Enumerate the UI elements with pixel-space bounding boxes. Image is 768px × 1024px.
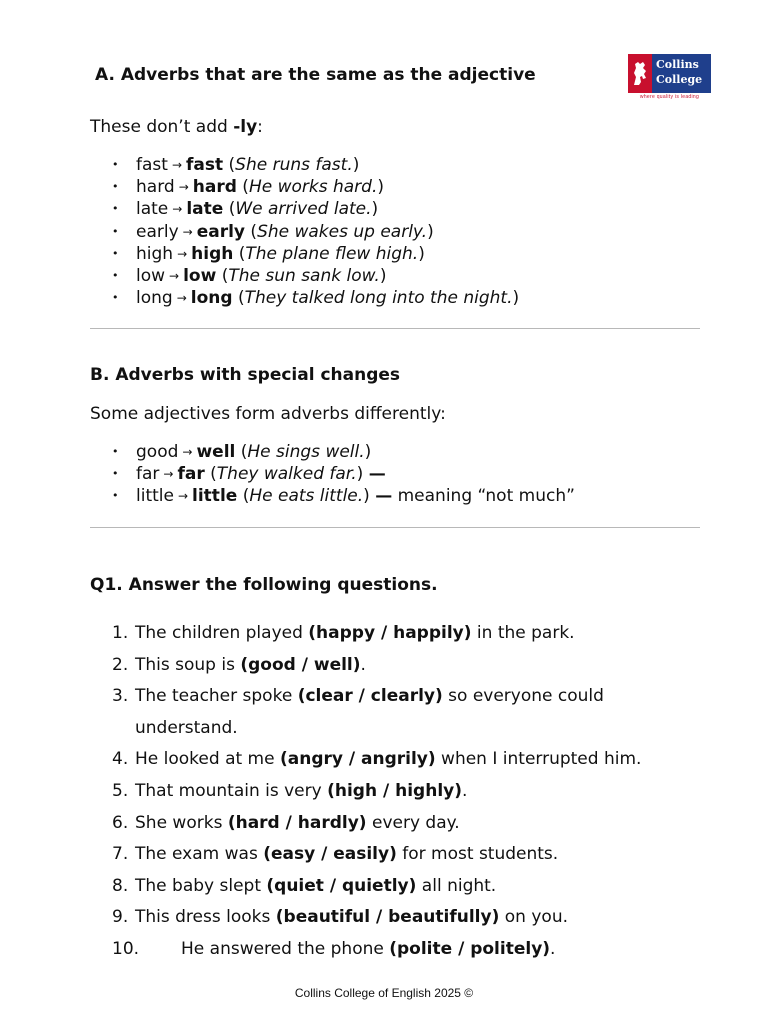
question-number: 4. xyxy=(112,749,129,770)
section-a-item: • early → early (She wakes up early.) xyxy=(112,221,434,242)
arrow-icon: → xyxy=(176,291,187,306)
question-item xyxy=(90,744,690,776)
bullet-dot: • xyxy=(112,180,119,194)
divider-1 xyxy=(90,328,700,329)
section-a-item: • high → high (The plane flew high.) xyxy=(112,243,425,264)
bullet-dot: • xyxy=(112,445,119,458)
question-number: 1. xyxy=(112,623,129,643)
adverb: far xyxy=(177,464,205,485)
question-item xyxy=(90,681,690,744)
question-item xyxy=(90,808,690,840)
answer-choices: (clear / clearly) xyxy=(297,686,443,707)
adjective: good xyxy=(136,442,179,462)
adjective: low xyxy=(136,265,166,286)
logo-wordmark: Collins College xyxy=(656,58,703,86)
question-item xyxy=(90,776,690,808)
bullet-dot: • xyxy=(112,291,119,305)
bullet-dot: • xyxy=(112,158,119,171)
section-b-list xyxy=(92,441,575,508)
question-text-end: . xyxy=(360,654,366,675)
answer-choices: (hard / hardly) xyxy=(227,812,367,833)
question-text: This soup is xyxy=(135,654,241,675)
question-number: 7. xyxy=(112,844,129,865)
adjective: hard xyxy=(136,177,175,198)
footer: Collins College of English 2025 © xyxy=(294,986,474,1000)
adjective: late xyxy=(136,199,169,220)
arrow-icon: → xyxy=(177,489,189,504)
arrow-icon: → xyxy=(182,224,193,239)
logo-box xyxy=(628,54,711,93)
question-text-end: on you. xyxy=(499,907,568,928)
arrow-icon: → xyxy=(171,158,182,172)
section-b-intro: Some adjectives form adverbs differently: xyxy=(90,404,446,424)
adjective: early xyxy=(136,221,179,242)
section-a-heading: A. Adverbs that are the same as the adjective xyxy=(95,65,536,85)
adverb: well xyxy=(196,442,236,462)
section-a-item: • long → long (They talked long into the night.) xyxy=(112,288,520,309)
section-a-item: • fast → fast (She runs fast.) xyxy=(112,155,360,175)
adjective: far xyxy=(136,464,160,485)
section-a-list xyxy=(92,154,519,309)
intro-end: : xyxy=(257,117,263,137)
example-sentence: He works hard. xyxy=(248,177,378,198)
answer-choices: (beautiful / beautifully) xyxy=(275,907,500,928)
questions-heading: Q1. Answer the following questions. xyxy=(90,575,438,595)
bullet-dot: • xyxy=(112,202,119,216)
adverb: hard xyxy=(192,177,237,198)
dash: — xyxy=(368,464,386,485)
intro-bold: -ly xyxy=(233,117,258,137)
section-a-item: • hard → hard (He works hard.) xyxy=(112,177,384,198)
section-b-item: • little → little (He eats little.) — meaning “not much” xyxy=(112,486,575,507)
question-text: The children played xyxy=(135,623,309,643)
question-text: He looked at me xyxy=(135,749,280,770)
adjective: long xyxy=(136,288,173,309)
example-sentence: The sun sank low. xyxy=(228,265,380,286)
arrow-icon: → xyxy=(177,246,188,261)
lion-icon xyxy=(631,59,649,87)
question-text: That mountain is very xyxy=(135,780,328,801)
question-text: He answered the phone xyxy=(181,938,390,959)
question-number: 6. xyxy=(112,812,129,833)
adverb: little xyxy=(192,486,238,507)
answer-choices: (angry / angrily) xyxy=(279,749,436,770)
question-text-end: . xyxy=(462,780,468,801)
logo-crest xyxy=(628,54,652,93)
example-sentence: She runs fast. xyxy=(235,155,353,175)
example-sentence: He sings well. xyxy=(247,442,365,462)
arrow-icon: → xyxy=(182,445,193,459)
answer-choices: (high / highly) xyxy=(327,780,463,801)
bullet-dot: • xyxy=(112,467,119,481)
question-text: She works xyxy=(135,812,228,833)
bullet-dot: • xyxy=(112,489,119,503)
question-text-end: so everyone could understand. xyxy=(135,686,604,738)
bullet-dot: • xyxy=(112,224,119,238)
adverb: low xyxy=(183,265,217,286)
question-text: The exam was xyxy=(135,844,264,865)
question-item xyxy=(90,871,690,903)
section-a-item: • low → low (The sun sank low.) xyxy=(112,265,387,286)
question-item xyxy=(90,839,690,871)
section-b-item: • good → well (He sings well.) xyxy=(112,442,372,462)
adverb: long xyxy=(190,288,233,309)
question-text-end: when I interrupted him. xyxy=(435,749,642,770)
question-text-end: . xyxy=(550,938,556,959)
divider-2 xyxy=(90,527,700,528)
questions-list xyxy=(90,618,690,966)
question-number: 2. xyxy=(112,654,129,675)
adverb: fast xyxy=(186,155,224,175)
arrow-icon: → xyxy=(172,202,183,217)
question-number: 3. xyxy=(112,686,129,707)
question-text: The teacher spoke xyxy=(135,686,298,707)
question-text-end: for most students. xyxy=(396,844,559,865)
arrow-icon: → xyxy=(169,268,180,283)
question-text: This dress looks xyxy=(135,907,276,928)
question-item xyxy=(90,934,690,966)
question-item xyxy=(90,618,690,650)
adverb: high xyxy=(191,243,234,264)
example-sentence: She wakes up early. xyxy=(257,221,428,242)
bullet-dot: • xyxy=(112,268,119,282)
answer-choices: (happy / happily) xyxy=(308,623,472,643)
logo-tagline: where quality is leading xyxy=(639,94,700,100)
question-item xyxy=(90,650,690,682)
example-sentence: He eats little. xyxy=(249,486,364,507)
question-item xyxy=(90,902,690,934)
question-text-end: all night. xyxy=(416,875,497,896)
dash: — xyxy=(375,486,393,507)
section-b-heading: B. Adverbs with special changes xyxy=(90,365,401,385)
question-number: 10. xyxy=(112,938,140,959)
answer-choices: (good / well) xyxy=(240,654,361,675)
adjective: fast xyxy=(136,155,168,175)
question-text-end: every day. xyxy=(366,812,460,833)
example-sentence: We arrived late. xyxy=(235,199,372,220)
answer-choices: (quiet / quietly) xyxy=(266,875,417,896)
bullet-dot: • xyxy=(112,246,119,260)
example-sentence: They walked far. xyxy=(216,464,357,485)
intro-text: These don’t add xyxy=(90,117,234,137)
section-a-intro xyxy=(90,116,263,138)
answer-choices: (polite / politely) xyxy=(389,938,551,959)
example-sentence: The plane flew high. xyxy=(245,243,419,264)
answer-choices: (easy / easily) xyxy=(263,844,397,865)
section-b-item: • far → far (They walked far.) — xyxy=(112,464,386,485)
section-a-item: • late → late (We arrived late.) xyxy=(112,199,379,220)
question-number: 9. xyxy=(112,907,129,928)
question-text-end: in the park. xyxy=(471,623,575,643)
adverb: late xyxy=(186,199,224,220)
adjective: high xyxy=(136,243,174,264)
question-number: 8. xyxy=(112,875,129,896)
arrow-icon: → xyxy=(163,467,174,482)
collins-college-logo xyxy=(628,54,711,100)
arrow-icon: → xyxy=(178,180,189,195)
question-number: 5. xyxy=(112,780,129,801)
adjective: little xyxy=(136,486,174,507)
question-text: The baby slept xyxy=(135,875,267,896)
adverb: early xyxy=(196,221,246,242)
meaning-note: meaning “not much” xyxy=(392,486,575,507)
example-sentence: They talked long into the night. xyxy=(244,288,513,309)
